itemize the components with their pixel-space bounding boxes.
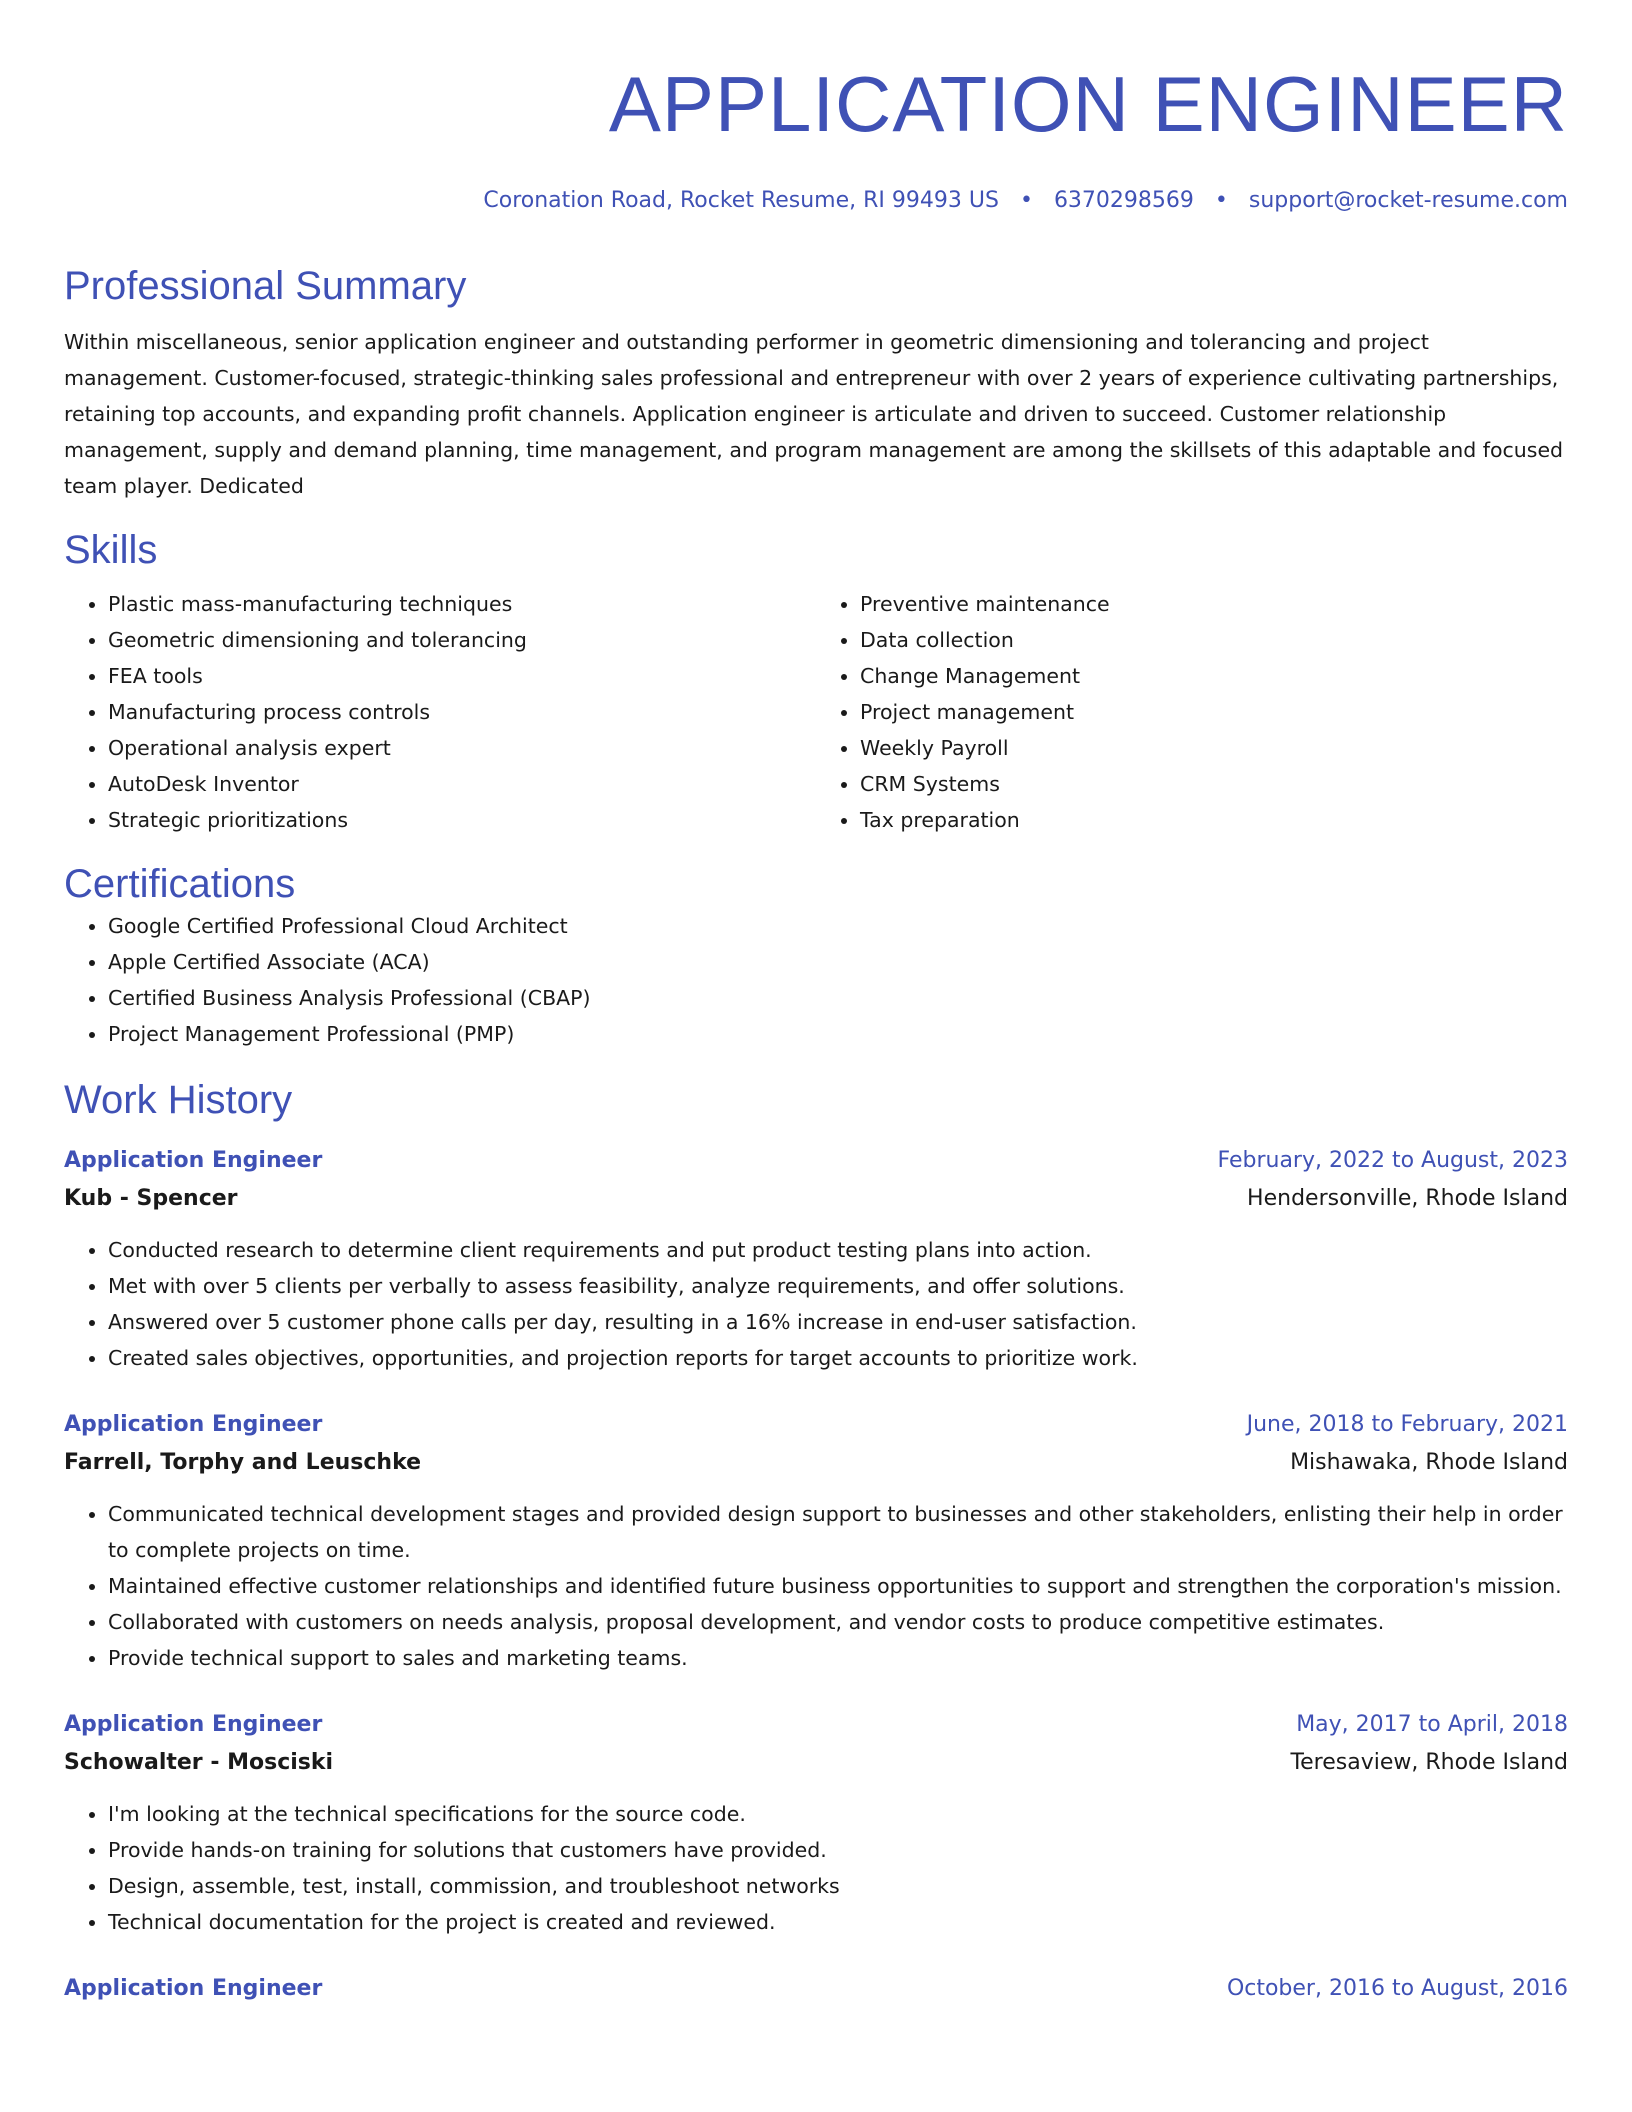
job-location: Hendersonville, Rhode Island: [1247, 1186, 1568, 1211]
skill-item: • Weekly Payroll: [860, 730, 1568, 766]
skill-item: • AutoDesk Inventor: [108, 766, 816, 802]
skill-item: • Strategic prioritizations: [108, 802, 816, 838]
skill-item: • CRM Systems: [860, 766, 1568, 802]
contact-line: [64, 186, 1568, 216]
job-duty: • Collaborated with customers on needs analysis, proposal development, and vendor costs to produce competitive estimates.: [108, 1604, 1568, 1640]
job-title-row: [64, 1706, 1568, 1744]
resume-header: [64, 56, 1568, 216]
skill-item: • Tax preparation: [860, 802, 1568, 838]
job-title: Application Engineer: [64, 1148, 323, 1173]
job-duty: • Answered over 5 customer phone calls per day, resulting in a 16% increase in end-user satisfaction.: [108, 1304, 1568, 1340]
job-duty: • I'm looking at the technical specifications for the source code.: [108, 1796, 1568, 1832]
certification-item: • Apple Certified Associate (ACA): [108, 944, 1568, 980]
job-duty: • Provide technical support to sales and marketing teams.: [108, 1640, 1568, 1676]
skills-list-right: [816, 586, 1568, 838]
job-entry: [64, 1406, 1568, 1676]
job-duties-list: [64, 1232, 1568, 1376]
skill-item: • Data collection: [860, 622, 1568, 658]
skill-item: • Change Management: [860, 658, 1568, 694]
job-dates: May, 2017 to April, 2018: [1296, 1712, 1568, 1737]
job-dates: October, 2016 to August, 2016: [1226, 1976, 1568, 2001]
skills-list-left: [64, 586, 816, 838]
contact-email: support@rocket-resume.com: [1248, 188, 1568, 213]
job-title: Application Engineer: [64, 1712, 323, 1737]
job-dates: February, 2022 to August, 2023: [1217, 1148, 1568, 1173]
job-company-row: [64, 1744, 1568, 1782]
job-title: Application Engineer: [64, 1976, 323, 2001]
work-history-section: [64, 1076, 1568, 2008]
contact-phone: 6370298569: [1053, 188, 1194, 213]
job-duty: • Maintained effective customer relationships and identified future business opportunities to support and strengthen the corporation's mission.: [108, 1568, 1568, 1604]
job-company: Kub - Spencer: [64, 1186, 238, 1211]
job-duties-list: [64, 1496, 1568, 1676]
job-duty: • Design, assemble, test, install, commission, and troubleshoot networks: [108, 1868, 1568, 1904]
skills-heading: Skills: [64, 528, 158, 572]
job-duties-list: [64, 1796, 1568, 1940]
skill-item: • Plastic mass-manufacturing techniques: [108, 586, 816, 622]
job-duty: • Created sales objectives, opportunities, and projection reports for target accounts to prioritize work.: [108, 1340, 1568, 1376]
summary-heading: Professional Summary: [64, 264, 467, 308]
contact-separator: •: [1019, 188, 1033, 213]
certification-item: • Project Management Professional (PMP): [108, 1016, 1568, 1052]
job-company-row: [64, 1180, 1568, 1218]
contact-separator: •: [1214, 188, 1228, 213]
job-location: Mishawaka, Rhode Island: [1290, 1450, 1568, 1475]
skill-item: • Geometric dimensioning and tolerancing: [108, 622, 816, 658]
job-duty: • Technical documentation for the project is created and reviewed.: [108, 1904, 1568, 1940]
job-entry: [64, 1706, 1568, 1940]
job-company: Schowalter - Mosciski: [64, 1750, 334, 1775]
certifications-section: [64, 860, 1568, 1052]
job-company: Farrell, Torphy and Leuschke: [64, 1450, 422, 1475]
job-dates: June, 2018 to February, 2021: [1246, 1412, 1568, 1437]
job-company-row: [64, 1444, 1568, 1482]
candidate-name: APPLICATION ENGINEER: [608, 60, 1568, 148]
skills-columns: [64, 586, 1568, 838]
skill-item: • FEA tools: [108, 658, 816, 694]
skill-item: • Preventive maintenance: [860, 586, 1568, 622]
job-title: Application Engineer: [64, 1412, 323, 1437]
job-duty: • Conducted research to determine client requirements and put product testing plans into action.: [108, 1232, 1568, 1268]
job-title-row: [64, 1406, 1568, 1444]
certification-item: • Google Certified Professional Cloud Architect: [108, 908, 1568, 944]
skill-item: • Manufacturing process controls: [108, 694, 816, 730]
job-entry: [64, 1970, 1568, 2008]
work-history-heading: Work History: [64, 1078, 293, 1122]
summary-text: Within miscellaneous, senior application engineer and outstanding performer in geometric dimensioning and tolerancing and project management. Customer-focused, strategic-thinking sales professional and entrepreneur with over 2 years of experience cultivating partnerships, retaining top accounts, and expanding profit channels. Application engineer is articulate and driven to succeed. Customer relationship management, supply and demand planning, time management, and program management are among the skillsets of this adaptable and focused team player. Dedicated: [64, 330, 1564, 498]
job-title-row: [64, 1142, 1568, 1180]
certification-item: • Certified Business Analysis Professional (CBAP): [108, 980, 1568, 1016]
job-location: Teresaview, Rhode Island: [1290, 1750, 1568, 1775]
summary-section: [64, 262, 1568, 504]
job-entry: [64, 1142, 1568, 1376]
skill-item: • Operational analysis expert: [108, 730, 816, 766]
job-title-row: [64, 1970, 1568, 2008]
job-duty: • Communicated technical development stages and provided design support to businesses and other stakeholders, enlisting their help in order to complete projects on time.: [108, 1496, 1568, 1568]
skills-section: [64, 526, 1568, 838]
job-duty: • Provide hands-on training for solutions that customers have provided.: [108, 1832, 1568, 1868]
skill-item: • Project management: [860, 694, 1568, 730]
job-duty: • Met with over 5 clients per verbally to assess feasibility, analyze requirements, and offer solutions.: [108, 1268, 1568, 1304]
contact-address: Coronation Road, Rocket Resume, RI 99493 US: [483, 188, 999, 213]
certifications-list: [64, 908, 1568, 1052]
certifications-heading: Certifications: [64, 862, 296, 906]
